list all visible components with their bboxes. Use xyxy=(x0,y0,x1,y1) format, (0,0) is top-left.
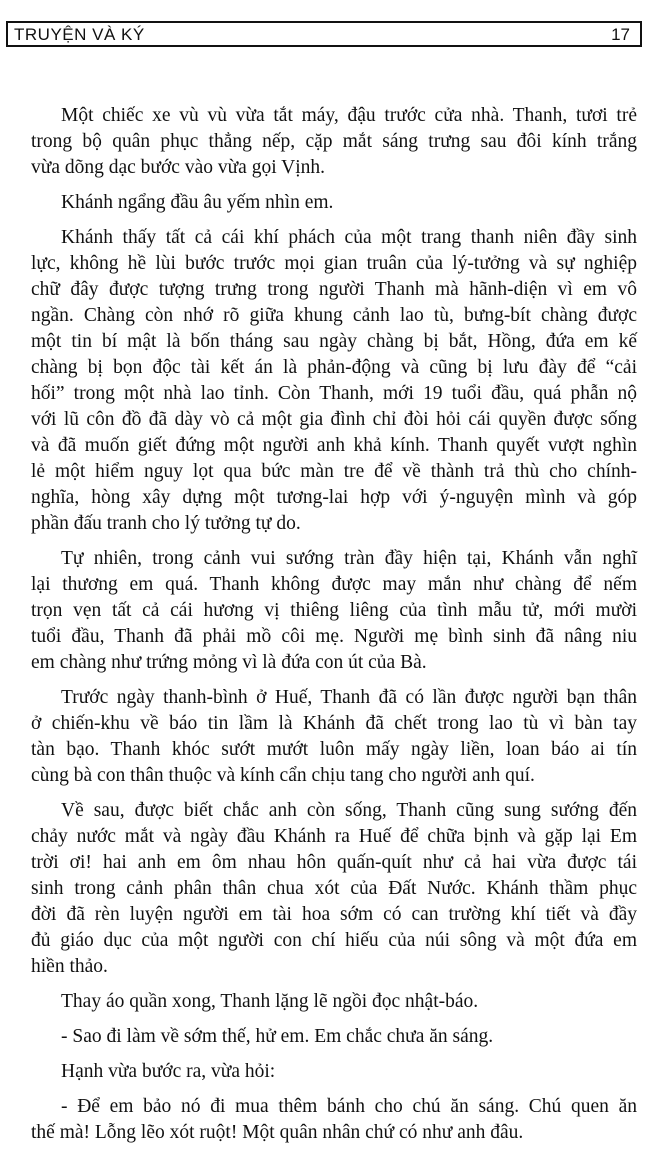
text-line: - Sao đi làm về sớm thế, hử em. Em chắc chưa ăn sáng. xyxy=(61,1026,494,1047)
text-line: Thay áo quần xong, Thanh lặng lẽ ngồi đọc nhật-báo. xyxy=(61,991,479,1012)
text-line: tuổi đầu, Thanh đã phải mồ côi mẹ. Người mẹ bình sinh đã nâng niu xyxy=(31,626,637,647)
body-text xyxy=(31,103,637,1155)
text-line: Tự nhiên, trong cảnh vui sướng tràn đầy hiện tại, Khánh vẫn nghĩ xyxy=(61,548,637,569)
paragraph xyxy=(31,225,637,537)
text-line: Về sau, được biết chắc anh còn sống, Thanh cũng sung sướng đến xyxy=(61,800,637,821)
text-line: trời ơi! hai anh em ôm nhau hôn quấn-quít như cả hai vừa được tái xyxy=(31,852,637,873)
text-line: Trước ngày thanh-bình ở Huế, Thanh đã có lần được người bạn thân xyxy=(61,687,637,708)
text-line: Khánh ngẩng đầu âu yếm nhìn em. xyxy=(61,192,334,213)
text-line: ngần. Chàng còn nhớ rõ giữa khung cảnh lao tù, bưng-bít chàng được xyxy=(31,305,637,326)
paragraph xyxy=(31,989,637,1015)
text-line: một tin bí mật là bốn tháng sau ngày chàng bị bắt, Hồng, đứa em kế xyxy=(31,331,637,352)
paragraph xyxy=(31,103,637,181)
text-line: tàn bạo. Thanh khóc sướt mướt luôn mấy ngày liền, loan báo ai tín xyxy=(31,739,637,760)
text-line: đủ giáo dục của một người con chí hiếu của núi sông và một đứa em xyxy=(31,930,637,951)
text-line: và đã muốn giết đứng một người anh khả kính. Thanh quyết vượt nghìn xyxy=(31,435,637,456)
text-line: thế mà! Lỗng lẽo xót ruột! Một quân nhân chứ có như anh đâu. xyxy=(31,1122,524,1143)
text-line: Hạnh vừa bước ra, vừa hỏi: xyxy=(61,1061,276,1082)
text-line: với lũ côn đồ đã dày vò cả một gia đình chỉ đòi hỏi cái quyền được sống xyxy=(31,409,637,430)
paragraph xyxy=(31,190,637,216)
text-line: trong bộ quân phục thẳng nếp, cặp mắt sáng trưng sau đôi kính trắng xyxy=(31,131,637,152)
paragraph xyxy=(31,1094,637,1146)
text-line: cùng bà con thân thuộc và kính cẩn chịu tang cho người anh quí. xyxy=(31,765,535,786)
text-line: trọn vẹn tất cả cái hương vị thiêng liêng của tình mẫu tử, mới mười xyxy=(31,600,637,621)
text-line: phần đấu tranh cho lý tưởng tự do. xyxy=(31,513,301,534)
text-line: nghĩa, hòng xây dựng một tương-lai hợp với ý-nguyện mình và góp xyxy=(31,487,637,508)
text-line: sinh trong cảnh phân thân chua xót của Đất Nước. Khánh thầm phục xyxy=(31,878,637,899)
paragraph xyxy=(31,798,637,980)
text-line: Khánh thấy tất cả cái khí phách của một trang thanh niên đầy sinh xyxy=(61,227,637,248)
text-line: hiền thảo. xyxy=(31,956,108,977)
text-line: ở chiến-khu về báo tin lầm là Khánh đã chết trong lao tù vì bàn tay xyxy=(31,713,637,734)
text-line: lẻ một hiểm nguy lọt qua bức màn tre để về thành trả thù cho chính- xyxy=(31,461,637,482)
text-line: Một chiếc xe vù vù vừa tắt máy, đậu trước cửa nhà. Thanh, tươi trẻ xyxy=(61,105,637,126)
text-line: lại thương em quá. Thanh không được may mắn như chàng để nếm xyxy=(31,574,637,595)
text-line: hối” trong một nhà lao tỉnh. Còn Thanh, mới 19 tuổi đầu, quá phẫn nộ xyxy=(31,383,637,404)
text-line: - Để em bảo nó đi mua thêm bánh cho chú ăn sáng. Chú quen ăn xyxy=(61,1096,637,1117)
book-title: TRUYỆN VÀ KÝ xyxy=(14,25,145,44)
paragraph xyxy=(31,1024,637,1050)
text-line: lực, không hề lùi bước trước mọi gian truân của lý-tưởng và sự nghiệp xyxy=(31,253,637,274)
text-line: chữ đây được tượng trưng trong người Thanh mà hãnh-diện vì em vô xyxy=(31,279,637,300)
text-line: chảy nước mắt và ngày đầu Khánh ra Huế để chữa bịnh và gặp lại Em xyxy=(31,826,637,847)
paragraph xyxy=(31,685,637,789)
text-line: chàng bị bọn độc tài kết án là phản-động và cũng bị lưu đày để “cải xyxy=(31,357,637,378)
running-header xyxy=(6,21,642,47)
paragraph xyxy=(31,546,637,676)
text-line: đời đã rèn luyện người em tài hoa sớm có can trường khí tiết và đầy xyxy=(31,904,637,925)
text-line: vừa dõng dạc bước vào vừa gọi Vịnh. xyxy=(31,157,326,178)
page-number: 17 xyxy=(611,25,630,44)
paragraph xyxy=(31,1059,637,1085)
text-line: em chàng như trứng mỏng vì là đứa con út của Bà. xyxy=(31,652,427,673)
